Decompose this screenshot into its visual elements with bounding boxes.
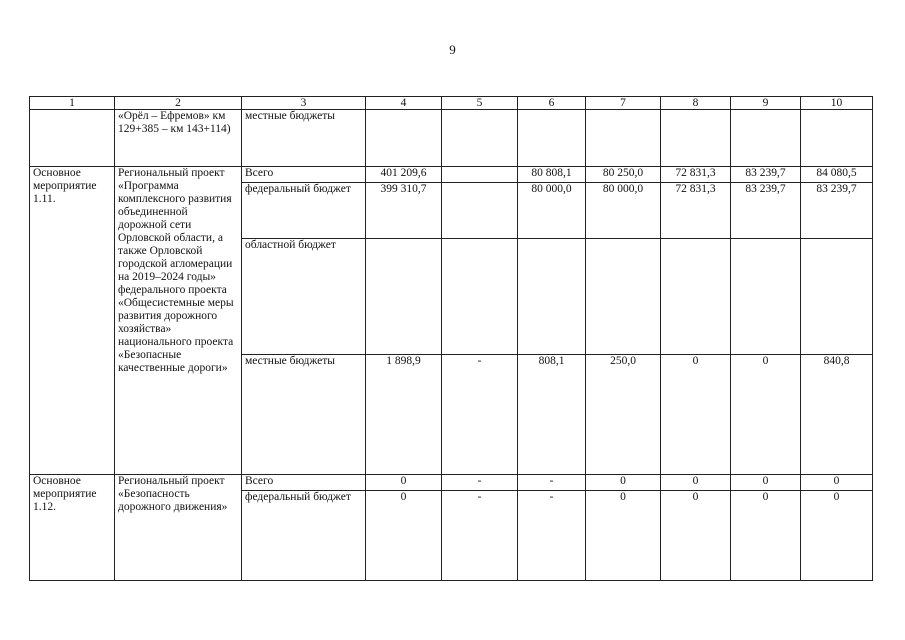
value-cell: 1 898,9 xyxy=(366,355,442,475)
value-cell: 0 xyxy=(586,475,661,491)
column-header: 6 xyxy=(518,97,586,110)
funding-source-cell: областной бюджет xyxy=(242,239,366,355)
funding-source-cell: местные бюджеты xyxy=(242,110,366,167)
column-header: 10 xyxy=(801,97,873,110)
value-cell xyxy=(731,239,801,355)
measure-label-cell: Основное мероприятие 1.12. xyxy=(30,475,115,581)
value-cell: 72 831,3 xyxy=(661,183,731,239)
value-cell: - xyxy=(442,491,518,581)
value-cell: - xyxy=(518,475,586,491)
column-header: 4 xyxy=(366,97,442,110)
column-header: 9 xyxy=(731,97,801,110)
value-cell xyxy=(801,239,873,355)
value-cell xyxy=(661,239,731,355)
value-cell: 83 239,7 xyxy=(801,183,873,239)
value-cell: 808,1 xyxy=(518,355,586,475)
funding-source-cell: федеральный бюджет xyxy=(242,491,366,581)
column-header: 3 xyxy=(242,97,366,110)
value-cell: 84 080,5 xyxy=(801,167,873,183)
value-cell: - xyxy=(442,355,518,475)
value-cell: 80 250,0 xyxy=(586,167,661,183)
value-cell: 250,0 xyxy=(586,355,661,475)
value-cell: 80 808,1 xyxy=(518,167,586,183)
measure-label-cell xyxy=(30,110,115,167)
value-cell xyxy=(518,239,586,355)
value-cell: 83 239,7 xyxy=(731,167,801,183)
measure-name-cell: «Орёл – Ефремов» км 129+385 – км 143+114) xyxy=(115,110,242,167)
value-cell xyxy=(586,239,661,355)
value-cell: 0 xyxy=(586,491,661,581)
value-cell: 840,8 xyxy=(801,355,873,475)
value-cell xyxy=(442,183,518,239)
value-cell: 399 310,7 xyxy=(366,183,442,239)
value-cell xyxy=(442,110,518,167)
value-cell: 0 xyxy=(661,355,731,475)
column-header: 7 xyxy=(586,97,661,110)
value-cell: 83 239,7 xyxy=(731,183,801,239)
column-header: 2 xyxy=(115,97,242,110)
value-cell xyxy=(366,239,442,355)
funding-source-cell: Всего xyxy=(242,167,366,183)
value-cell xyxy=(366,110,442,167)
value-cell: - xyxy=(442,475,518,491)
value-cell: 0 xyxy=(366,491,442,581)
value-cell xyxy=(442,239,518,355)
value-cell xyxy=(661,110,731,167)
value-cell: 0 xyxy=(801,475,873,491)
value-cell: 0 xyxy=(801,491,873,581)
measure-label-cell: Основное мероприятие 1.11. xyxy=(30,167,115,475)
measure-name-cell: Региональный проект «Программа комплексного развития объединенной дорожной сети Орловской области, а также Орловской городской агломерации на 2019–2024 годы» федерального проекта «Общесистемные меры развития дорожного хозяйства» национального проекта «Безопасные качественные дороги» xyxy=(115,167,242,475)
table-header-row xyxy=(30,97,873,110)
value-cell: 401 209,6 xyxy=(366,167,442,183)
value-cell: 80 000,0 xyxy=(586,183,661,239)
value-cell: 0 xyxy=(366,475,442,491)
value-cell: 0 xyxy=(731,475,801,491)
measure-name-cell: Региональный проект «Безопасность дорожного движения» xyxy=(115,475,242,581)
value-cell: 72 831,3 xyxy=(661,167,731,183)
value-cell xyxy=(731,110,801,167)
value-cell: - xyxy=(518,491,586,581)
page-number: 9 xyxy=(449,42,456,57)
budget-table xyxy=(29,96,873,581)
value-cell xyxy=(801,110,873,167)
value-cell: 80 000,0 xyxy=(518,183,586,239)
value-cell xyxy=(586,110,661,167)
value-cell xyxy=(518,110,586,167)
column-header: 5 xyxy=(442,97,518,110)
value-cell xyxy=(442,167,518,183)
funding-source-cell: федеральный бюджет xyxy=(242,183,366,239)
value-cell: 0 xyxy=(731,355,801,475)
column-header: 8 xyxy=(661,97,731,110)
table-row xyxy=(30,167,873,183)
table-row xyxy=(30,110,873,167)
value-cell: 0 xyxy=(731,491,801,581)
table-row xyxy=(30,475,873,491)
value-cell: 0 xyxy=(661,475,731,491)
value-cell: 0 xyxy=(661,491,731,581)
funding-source-cell: Всего xyxy=(242,475,366,491)
column-header: 1 xyxy=(30,97,115,110)
funding-source-cell: местные бюджеты xyxy=(242,355,366,475)
